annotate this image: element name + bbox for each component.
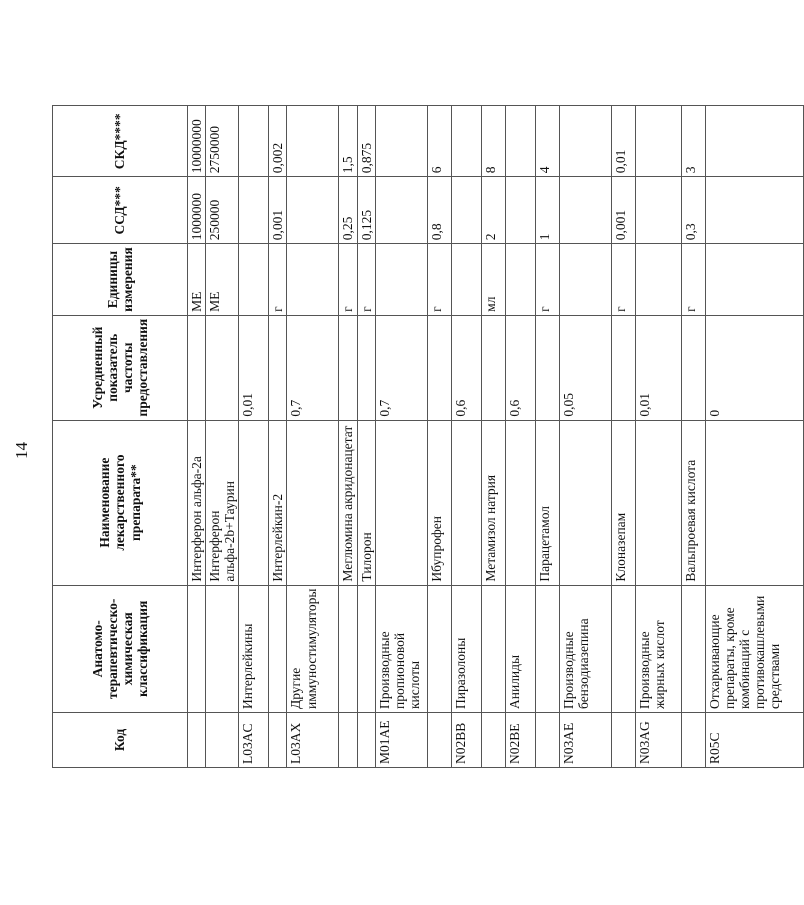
table-row xyxy=(269,106,287,768)
table-row xyxy=(188,106,206,768)
header-skd: СКД**** xyxy=(53,106,188,177)
table-row xyxy=(287,106,339,768)
cell-ssd: 0,8 xyxy=(427,177,451,244)
cell-ssd xyxy=(635,177,681,244)
cell-frequency: 0,7 xyxy=(375,315,427,420)
cell-code: N03AE xyxy=(559,713,611,768)
table-row xyxy=(681,106,705,768)
cell-code xyxy=(535,713,559,768)
cell-frequency: 0,05 xyxy=(559,315,611,420)
table-row xyxy=(206,106,239,768)
table-row xyxy=(357,106,375,768)
cell-frequency xyxy=(357,315,375,420)
cell-skd: 4 xyxy=(535,106,559,177)
cell-unit xyxy=(239,244,269,316)
cell-frequency xyxy=(188,315,206,420)
cell-ssd xyxy=(505,177,535,244)
cell-unit: МЕ xyxy=(206,244,239,316)
cell-unit xyxy=(635,244,681,316)
cell-code: N03AG xyxy=(635,713,681,768)
header-unit: Единицы измерения xyxy=(53,244,188,316)
cell-atc: Интерлейкины xyxy=(239,585,269,712)
cell-skd xyxy=(287,106,339,177)
cell-ssd: 0,001 xyxy=(611,177,635,244)
cell-frequency: 0 xyxy=(705,315,803,420)
cell-ssd: 0,125 xyxy=(357,177,375,244)
cell-drug xyxy=(287,420,339,585)
cell-frequency: 0,01 xyxy=(635,315,681,420)
cell-atc xyxy=(611,585,635,712)
cell-code xyxy=(611,713,635,768)
cell-skd xyxy=(451,106,481,177)
cell-skd: 3 xyxy=(681,106,705,177)
cell-atc xyxy=(427,585,451,712)
cell-skd: 6 xyxy=(427,106,451,177)
cell-drug: Ибупрофен xyxy=(427,420,451,585)
cell-skd: 0,01 xyxy=(611,106,635,177)
cell-unit xyxy=(375,244,427,316)
cell-code xyxy=(206,713,239,768)
table-row xyxy=(635,106,681,768)
cell-atc: Производные жирных кислот xyxy=(635,585,681,712)
cell-unit xyxy=(505,244,535,316)
cell-code: M01AE xyxy=(375,713,427,768)
cell-drug xyxy=(559,420,611,585)
table-row xyxy=(375,106,427,768)
table-row xyxy=(505,106,535,768)
header-code: Код xyxy=(53,713,188,768)
cell-drug: Вальпроевая кислота xyxy=(681,420,705,585)
cell-drug: Клоназепам xyxy=(611,420,635,585)
cell-code: N02BE xyxy=(505,713,535,768)
cell-ssd: 250000 xyxy=(206,177,239,244)
cell-drug xyxy=(635,420,681,585)
cell-code: N02BB xyxy=(451,713,481,768)
table-row xyxy=(611,106,635,768)
cell-drug xyxy=(239,420,269,585)
cell-atc: Производные пропионовой кислоты xyxy=(375,585,427,712)
cell-drug: Интерферон альфа-2а xyxy=(188,420,206,585)
cell-code xyxy=(427,713,451,768)
cell-unit: г xyxy=(427,244,451,316)
cell-drug: Парацетамол xyxy=(535,420,559,585)
cell-skd xyxy=(375,106,427,177)
cell-skd: 0,875 xyxy=(357,106,375,177)
cell-atc: Другие иммуностимуляторы xyxy=(287,585,339,712)
drug-table xyxy=(52,105,804,768)
header-frequency: Усредненный показатель частоты предоставления xyxy=(53,315,188,420)
cell-frequency xyxy=(611,315,635,420)
cell-drug xyxy=(505,420,535,585)
cell-frequency: 0,7 xyxy=(287,315,339,420)
cell-atc: Отхаркивающие препараты, кроме комбинаций с противокашлевыми средствами xyxy=(705,585,803,712)
cell-skd xyxy=(559,106,611,177)
cell-ssd xyxy=(375,177,427,244)
cell-unit xyxy=(451,244,481,316)
cell-ssd xyxy=(451,177,481,244)
header-ssd: ССД*** xyxy=(53,177,188,244)
cell-atc: Пиразолоны xyxy=(451,585,481,712)
cell-unit: г xyxy=(535,244,559,316)
table-row xyxy=(451,106,481,768)
cell-frequency: 0,6 xyxy=(505,315,535,420)
cell-ssd: 2 xyxy=(481,177,505,244)
header-drug: Наименование лекарственного препарата** xyxy=(53,420,188,585)
cell-code xyxy=(357,713,375,768)
cell-unit: г xyxy=(269,244,287,316)
cell-atc xyxy=(681,585,705,712)
cell-code xyxy=(339,713,357,768)
table-row xyxy=(427,106,451,768)
cell-drug: Метамизол натрия xyxy=(481,420,505,585)
cell-skd xyxy=(635,106,681,177)
table-header-row xyxy=(53,106,188,768)
cell-ssd: 1000000 xyxy=(188,177,206,244)
table-body xyxy=(188,106,804,768)
cell-unit: г xyxy=(357,244,375,316)
table-row xyxy=(705,106,803,768)
cell-unit xyxy=(287,244,339,316)
cell-drug xyxy=(705,420,803,585)
cell-atc xyxy=(339,585,357,712)
cell-ssd xyxy=(559,177,611,244)
cell-skd: 0,002 xyxy=(269,106,287,177)
cell-ssd: 0,3 xyxy=(681,177,705,244)
cell-code: L03AC xyxy=(239,713,269,768)
cell-atc xyxy=(481,585,505,712)
cell-code xyxy=(188,713,206,768)
cell-drug: Интерферон альфа-2b+Таурин xyxy=(206,420,239,585)
cell-atc xyxy=(535,585,559,712)
table-row xyxy=(481,106,505,768)
cell-drug: Тилорон xyxy=(357,420,375,585)
table-row xyxy=(339,106,357,768)
cell-ssd xyxy=(287,177,339,244)
cell-frequency xyxy=(681,315,705,420)
cell-drug: Интерлейкин-2 xyxy=(269,420,287,585)
cell-drug: Меглюмина акридонацетат xyxy=(339,420,357,585)
cell-frequency xyxy=(535,315,559,420)
cell-drug xyxy=(375,420,427,585)
cell-atc xyxy=(269,585,287,712)
cell-code xyxy=(269,713,287,768)
cell-ssd: 0,001 xyxy=(269,177,287,244)
table-row xyxy=(239,106,269,768)
cell-skd: 8 xyxy=(481,106,505,177)
cell-skd: 10000000 xyxy=(188,106,206,177)
cell-skd xyxy=(505,106,535,177)
cell-atc: Анилиды xyxy=(505,585,535,712)
cell-unit xyxy=(705,244,803,316)
cell-ssd xyxy=(705,177,803,244)
cell-unit: г xyxy=(681,244,705,316)
cell-frequency xyxy=(481,315,505,420)
cell-atc xyxy=(188,585,206,712)
cell-frequency xyxy=(427,315,451,420)
cell-frequency xyxy=(339,315,357,420)
cell-unit: МЕ xyxy=(188,244,206,316)
header-atc: Анатомо-терапевтическо-химическая классификация xyxy=(53,585,188,712)
cell-atc xyxy=(206,585,239,712)
cell-frequency: 0,01 xyxy=(239,315,269,420)
cell-skd xyxy=(239,106,269,177)
cell-ssd xyxy=(239,177,269,244)
cell-skd xyxy=(705,106,803,177)
cell-atc xyxy=(357,585,375,712)
cell-unit: г xyxy=(611,244,635,316)
cell-code: L03AX xyxy=(287,713,339,768)
cell-drug xyxy=(451,420,481,585)
cell-ssd: 0,25 xyxy=(339,177,357,244)
table-row xyxy=(535,106,559,768)
cell-frequency: 0,6 xyxy=(451,315,481,420)
cell-code xyxy=(681,713,705,768)
cell-skd: 1,5 xyxy=(339,106,357,177)
cell-frequency xyxy=(206,315,239,420)
cell-unit: мл xyxy=(481,244,505,316)
cell-unit xyxy=(559,244,611,316)
page-number: 14 xyxy=(12,442,31,459)
cell-frequency xyxy=(269,315,287,420)
table-row xyxy=(559,106,611,768)
cell-skd: 2750000 xyxy=(206,106,239,177)
cell-code xyxy=(481,713,505,768)
cell-ssd: 1 xyxy=(535,177,559,244)
cell-atc: Производные бензодиазепина xyxy=(559,585,611,712)
cell-code: R05C xyxy=(705,713,803,768)
cell-unit: г xyxy=(339,244,357,316)
